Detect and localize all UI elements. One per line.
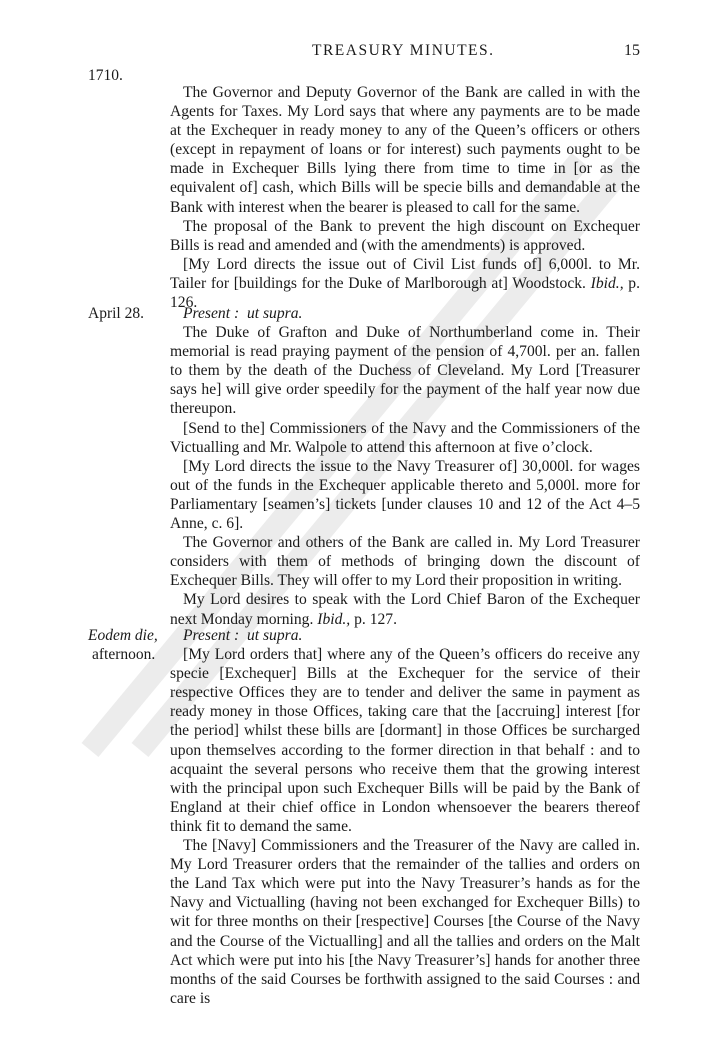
present-value: ut supra. [246, 305, 303, 322]
paragraph: [Send to the] Commissioners of the Navy and the Commissioners of the Victualling and Mr. Walpole to attend this afternoon at five o’clock. [170, 419, 640, 456]
paragraph: The [Navy] Commissioners and the Treasurer of the Navy are called in. My Lord Treasurer orders that the remainder of the tallies and orders on the Land Tax which were put into the Navy Treasurer’s hands as for the Navy and Victualling (having not been exchanged for Exchequer Bills) to wit for three months on their [respective] Courses [the Course of the Navy and the Course of the Victualling] and all the tallies and orders on the Malt Act which were put into his [the Navy Treasurer’s] hands for another three months of the said Courses be forthwith assigned to the said Courses : and care is [170, 837, 640, 1007]
margin-year: 1710. [88, 67, 123, 84]
present-line [170, 304, 640, 323]
paragraph: The Governor and Deputy Governor of the Bank are called in with the Agents for Taxes. My Lord says that where any payments are to be made at the Exchequer in ready money to any of the Queen’s officers or others (except in repayment of loans or for interest) such payments ought to be made in Exchequer Bills lying there from time to time in [or as the equivalent of] cash, which Bills will be specie bills and demandable at the Bank with interest when the bearer is pleased to call for the same. [170, 84, 640, 216]
paragraph-text: [My Lord directs the issue out of Civil List funds of] 6,000l. to Mr. Tailer for [buildings for the Duke of Marlborough at] Woodstock. [170, 255, 640, 292]
paragraph: The Duke of Grafton and Duke of Northumberland come in. Their memorial is read praying payment of the pension of 4,700l. per an. fallen to them by the death of the Duchess of Cleveland. My Lord [Treasurer says he] will give order speedily for the payment of the half year now due thereupon. [170, 324, 640, 418]
entry-april-28 [170, 304, 640, 629]
running-title: TREASURY MINUTES. [312, 42, 495, 59]
present-line [170, 626, 640, 645]
citation-ibid: Ibid., [317, 610, 351, 628]
present-label: Present : [183, 627, 240, 644]
present-label: Present : [183, 305, 240, 322]
margin-eodem-die: Eodem die, [88, 627, 158, 644]
page-header [170, 42, 640, 66]
citation-ibid: Ibid., [590, 274, 624, 292]
paragraph-text: My Lord desires to speak with the Lord Chief Baron of the Exchequer next Monday morning. [170, 591, 640, 628]
paragraph: [My Lord orders that] where any of the Queen’s officers do receive any specie [Exchequer] Bills at the Exchequer for the service of their respective Offices they are to tender and deliver the same in payment as ready money in those Offices, taking care that the [accruing] interest [for the period] whilst these bills are [dormant] in those Offices be surcharged upon themselves according to the former direction in that behalf : and to acquaint the several persons who receive them that the growing interest with the principal upon such Exchequer Bills will be paid by the Bank of England at their chief office in London whensoever the bearers thereof think fit to demand the same. [170, 646, 640, 835]
paragraph [170, 590, 640, 628]
citation-page: p. 126. [170, 274, 640, 312]
margin-afternoon: afternoon. [92, 646, 156, 663]
margin-date: April 28. [88, 305, 144, 322]
page-number: 15 [624, 42, 640, 59]
paragraph: The Governor and others of the Bank are called in. My Lord Treasurer considers with them of methods of bringing down the discount of Exchequer Bills. They will offer to my Lord their proposition in writing. [170, 534, 640, 590]
paragraph: The proposal of the Bank to prevent the high discount on Exchequer Bills is read and amended and (with the amendments) is approved. [170, 217, 640, 254]
entry-1710 [170, 83, 640, 312]
paragraph: [My Lord directs the issue to the Navy Treasurer of] 30,000l. for wages out of the funds in the Exchequer applicable thereto and 5,000l. more for Parliamentary [seamen’s] tickets [under clauses 10 and 12 of the Act 4–5 Anne, c. 6]. [170, 457, 640, 533]
entry-eodem-die [170, 626, 640, 1008]
present-value: ut supra. [246, 627, 303, 644]
citation-page: p. 127. [354, 610, 397, 628]
